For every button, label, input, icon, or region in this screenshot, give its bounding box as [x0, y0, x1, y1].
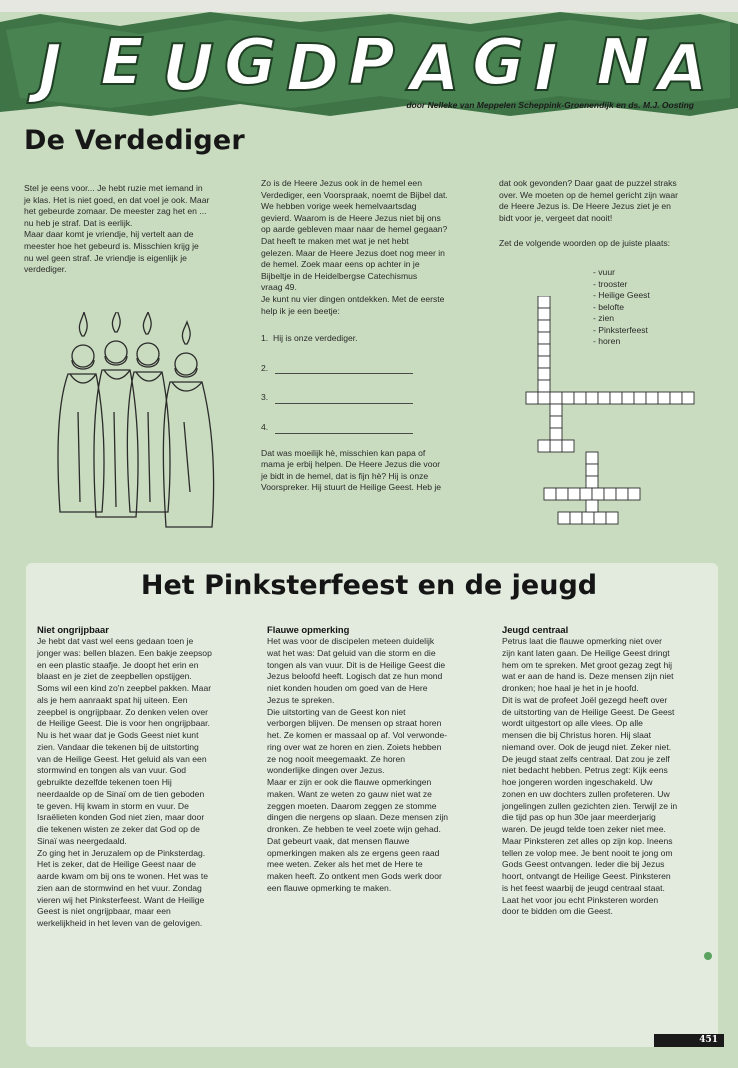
text-line: meester hoe het gebeurd is. Misschien krijg je: [24, 240, 199, 251]
text-line: nu wel geen straf. Je vriendje is eigenlijk je: [24, 252, 187, 263]
crossword-cell[interactable]: [594, 512, 606, 524]
column-heading: Niet ongrijpbaar: [37, 624, 109, 635]
text-line: mee weten. Zeker als het met de Here te: [267, 859, 423, 870]
text-line: is het feest waarbij de jeugd centraal staat.: [502, 882, 665, 893]
banner-letter: A: [410, 32, 460, 106]
crossword-cell[interactable]: [586, 500, 598, 512]
text-line: mensen die bij Christus horen. Hij slaat: [502, 730, 652, 740]
section2-column-2: [267, 624, 491, 895]
text-line: Israëlieten konden God niet zien, maar door: [37, 812, 205, 823]
text-line: je klas. Het is niet goed, en dat voel je ook. Maar: [24, 194, 210, 205]
crossword-cell[interactable]: [606, 512, 618, 524]
text-line: zien aan de stormwind en het vuur. Zondag: [37, 882, 202, 893]
banner-letter: J: [38, 32, 62, 106]
answer-text: Hij is onze verdediger.: [273, 333, 358, 344]
crossword-cell[interactable]: [538, 296, 550, 308]
puzzle-word: - horen: [593, 336, 621, 346]
text-line: Maar er zijn er ook die flauwe opmerkingen: [267, 777, 432, 787]
text-line: maken heeft. Zo ontkent men Gods werk door: [267, 871, 442, 881]
column-heading: Jeugd centraal: [502, 624, 569, 635]
text-line: De jeugd staat zelfs centraal. Dat zou je zelf: [502, 753, 670, 764]
text-line: dronken. Ze hebben te veel zoete wijn gehad.: [267, 824, 441, 834]
section2-column-3: [502, 624, 714, 918]
text-line: als je hem aanraakt spat hij uiteen. Een: [37, 694, 188, 705]
crossword-cell[interactable]: [682, 392, 694, 404]
byline: door Nelleke van Meppelen Scheppink-Groenendijk en ds. M.J. Oosting: [406, 100, 694, 110]
crossword-cell[interactable]: [526, 392, 538, 404]
banner-letter: G: [472, 26, 525, 100]
crossword-cell[interactable]: [622, 392, 634, 404]
puzzle-word: - zien: [593, 313, 615, 323]
text-line: zijn kant laten gaan. De Heilige Geest dringt: [502, 647, 670, 658]
text-line: hoort, ontvangt de Heilige Geest. Pinksteren: [502, 871, 671, 881]
top-margin: [0, 0, 738, 12]
text-line: een flauwe opmerking te maken.: [267, 882, 392, 893]
text-line: door te bidden om die Geest.: [502, 906, 613, 917]
text-line: van de Heilige Geest. Het geluid als van een: [37, 753, 207, 764]
text-line: Stel je eens voor... Je hebt ruzie met iemand in: [24, 183, 203, 193]
flame-icon: [79, 312, 190, 344]
text-line: Je hebt dat vast wel eens gedaan toen je: [37, 636, 194, 646]
jeugdpagina-banner: [0, 12, 738, 122]
text-line: niemand over. Ook de jeugd niet. Zeker niet.: [502, 741, 672, 752]
text-line: Petrus laat die flauwe opmerking niet over: [502, 636, 663, 646]
text-line: gevierd. Waarom is de Heere Jezus niet bij ons: [261, 212, 441, 223]
text-line: gelezen. Maar de Heere Jezus doet nog meer in: [261, 247, 445, 258]
section2-column-1: [37, 624, 259, 930]
text-line: niet konden houden om goed van de Here: [267, 683, 428, 693]
text-line: Jezus beloofd heeft. Logisch dat ze hun mond: [267, 671, 443, 682]
text-line: wordt uitgestort op alle vlees. Op alle: [502, 718, 643, 729]
answer-number: 3.: [261, 392, 269, 403]
crossword-cell[interactable]: [628, 488, 640, 500]
puzzle-word: - Pinksterfeest: [593, 324, 648, 335]
text-line: stormwind en tongen als van vuur. God: [37, 765, 187, 776]
answer-number: 4.: [261, 421, 269, 432]
puzzle-word: - belofte: [593, 301, 625, 312]
text-line: blaast en je ziet de zeepbellen opstijgen.: [37, 671, 192, 682]
text-line: Soms wil een kind zo'n zeepbel pakken. Maar: [37, 683, 212, 693]
crossword-cell[interactable]: [550, 440, 562, 452]
banner-letter: U: [162, 32, 214, 106]
text-line: jongelingen zullen gezichten zien. Terwijl ze in: [502, 800, 678, 811]
crossword-cell[interactable]: [586, 464, 598, 476]
answer-blank[interactable]: [275, 372, 413, 374]
answer-blank[interactable]: [275, 432, 413, 434]
banner-letter: P: [348, 26, 395, 100]
text-line: dronken; hoe haal je het in je hoofd.: [502, 683, 639, 693]
text-line: Bijbeltje in de Heidelbergse Catechismus: [261, 270, 418, 281]
text-line: wonderlijke dingen over Jezus.: [267, 765, 385, 776]
crossword-cell[interactable]: [562, 440, 574, 452]
text-line: zonen en uw dochters zullen profeteren. Uw: [502, 788, 670, 799]
crossword-cell[interactable]: [544, 488, 556, 500]
text-line: je bidt in de hemel, dat is fijn hè? Hij is onze: [261, 470, 429, 481]
text-line: help ik je een beetje:: [261, 305, 340, 316]
banner-letter: E: [100, 26, 144, 100]
text-line: Verdediger, een Voorspraak, noemt de Bijbel dat.: [261, 189, 448, 200]
text-line: dat ook gevonden? Daar gaat de puzzel straks: [499, 178, 677, 188]
text-line: ze nog nooit meegemaakt. Ze horen: [267, 753, 406, 764]
text-line: die tekenen wisten ze zeker dat God op de: [37, 824, 200, 834]
banner-letter: D: [286, 32, 340, 106]
text-line: op aarde gebleven maar naar de hemel gegaan?: [261, 224, 448, 235]
text-line: wat het was: Dat geluid van die storm en die: [267, 647, 436, 658]
text-line: werkelijkheid in het leven van de gelovigen.: [37, 918, 203, 928]
crossword-cell[interactable]: [538, 308, 550, 320]
crossword-cell[interactable]: [592, 488, 604, 500]
text-line: Maar daar komt je vriendje, hij vertelt aan de: [24, 229, 194, 240]
text-line: het. Ze komen er massaal op af. Vol verwonde-: [267, 730, 448, 740]
text-line: Zo is de Heere Jezus ook in de hemel een: [261, 178, 422, 188]
text-line: Zo ging het in Jeruzalem op de Pinksterdag.: [37, 847, 206, 858]
text-line: bidt voor je, vergeet dat nooit!: [499, 212, 613, 223]
text-line: jonger was: bellen blazen. Een bakje zeepsop: [37, 647, 212, 658]
text-line: de uitstorting van de Heilige Geest. De Geest: [502, 706, 675, 717]
text-line: Maar Pinksteren zet alles op zijn kop. Ineens: [502, 835, 673, 846]
answer-line-3[interactable]: [261, 392, 489, 404]
crossword-cell[interactable]: [538, 332, 550, 344]
crossword-grid[interactable]: [500, 296, 710, 526]
text-line: gebruikte dezelfde tekenen toen Hij: [37, 777, 172, 787]
text-line: Dat was moeilijk hè, misschien kan papa of: [261, 447, 426, 458]
text-line: Het was voor de discipelen meteen duidelijk: [267, 636, 435, 646]
crossword-cell[interactable]: [670, 392, 682, 404]
text-line: We hebben vorige week hemelvaartsdag: [261, 201, 417, 212]
text-line: de hemel. Zoek maar eens op achter in je: [261, 259, 420, 270]
banner-letter: N: [596, 26, 650, 100]
puzzle-instruction: Zet de volgende woorden op de juiste plaats:: [499, 238, 671, 249]
text-line: de Heere Jezus is. De Heere Jezus ziet je en: [499, 201, 671, 212]
answer-blank[interactable]: [275, 402, 413, 404]
text-line: Dat heeft te maken met wat je net hebt: [261, 235, 409, 246]
section-title-de-verdediger: De Verdediger: [24, 125, 245, 156]
crossword-cell[interactable]: [616, 488, 628, 500]
crossword-cell[interactable]: [538, 344, 550, 356]
text-line: Het is zeker, dat de Heilige Geest naar de: [37, 859, 197, 870]
section1-column-2: [261, 178, 489, 494]
text-line: zeepbel is ongrijpbaar. Zo denken velen over: [37, 706, 209, 717]
crossword-cell[interactable]: [550, 428, 562, 440]
section1-column-1: [24, 183, 246, 276]
crossword-cell[interactable]: [580, 488, 592, 500]
text-line: verdediger.: [24, 264, 67, 275]
text-line: Gods Geest ontvangen. Ieder die bij Jezus: [502, 859, 665, 870]
text-line: over. We moeten op de hemel gericht zijn waar: [499, 189, 678, 200]
text-line: Die uitstorting van de Geest kon niet: [267, 706, 406, 717]
text-line: Jezus te spreken.: [267, 694, 335, 705]
page-number: 451: [654, 1034, 724, 1047]
text-line: dingen die nergens op slaan. Deze mensen zijn: [267, 812, 449, 823]
section1-column-3: [499, 178, 711, 250]
answer-line-1: [261, 333, 489, 345]
section-title-pinksterfeest: Het Pinksterfeest en de jeugd: [140, 570, 598, 601]
crossword-cell[interactable]: [646, 392, 658, 404]
text-line: waren. De jeugd telde toen zeker niet mee.: [502, 824, 666, 834]
crossword-cell[interactable]: [550, 392, 562, 404]
crossword-cell[interactable]: [586, 392, 598, 404]
crossword-cell[interactable]: [574, 392, 586, 404]
banner-letter: A: [658, 32, 708, 106]
text-line: opmerkingen maken als ze ergens geen raad: [267, 847, 440, 858]
text-line: aarde kwam om bij ons te wonen. Het was te: [37, 871, 209, 881]
text-line: het gebeurde zomaar. De meester zag het en ...: [24, 206, 207, 217]
answer-line-2[interactable]: [261, 363, 489, 375]
crossword-cell[interactable]: [538, 380, 550, 392]
text-line: zien. Vandaar die tekenen bij de uitstorting: [37, 741, 199, 752]
crossword-cell[interactable]: [562, 392, 574, 404]
crossword-cell[interactable]: [538, 392, 550, 404]
end-mark-dot: [704, 952, 712, 960]
text-line: mama je erbij helpen. De Heere Jezus die voor: [261, 459, 441, 470]
text-line: Nu is het waar dat je Gods Geest niet kunt: [37, 730, 199, 740]
text-line: Je kunt nu vier dingen ontdekken. Met de eerste: [261, 293, 445, 304]
text-line: maken. Want ze weten zo gauw niet wat ze: [267, 788, 432, 799]
crossword-cell[interactable]: [550, 416, 562, 428]
crossword-cell[interactable]: [610, 392, 622, 404]
crossword-cell[interactable]: [550, 404, 562, 416]
crossword-cell[interactable]: [586, 452, 598, 464]
answer-number: 2.: [261, 362, 269, 373]
text-line: Dit is wat de profeet Joël gezegd heeft over: [502, 694, 668, 705]
text-line: tellen ze volop mee. Je bent nooit te jong om: [502, 847, 673, 858]
text-line: neerdaalde op de Sinaï om de tien geboden: [37, 788, 205, 799]
disciples-illustration: [44, 312, 234, 537]
crossword-cell[interactable]: [658, 392, 670, 404]
text-line: Geest is niet ongrijpbaar, maar een: [37, 906, 171, 917]
text-line: Laat het voor jou echt Pinksteren worden: [502, 894, 659, 905]
crossword-cell[interactable]: [570, 512, 582, 524]
crossword-cell[interactable]: [582, 512, 594, 524]
puzzle-word: - Heilige Geest: [593, 290, 650, 300]
text-line: die tijd pas op hun 30e jaar meerderjarig: [502, 812, 656, 823]
text-line: Dat gebeurt vaak, dat mensen flauwe: [267, 835, 410, 846]
banner-letter: G: [224, 26, 277, 100]
text-line: Sinaï was neergedaald.: [37, 835, 127, 846]
text-line: vieren wij het Pinksterfeest. Want de Heilige: [37, 894, 205, 905]
text-line: zeggen moeten. Daarom zeggen ze stomme: [267, 800, 437, 811]
answer-line-4[interactable]: [261, 422, 489, 434]
text-line: vraag 49.: [261, 282, 297, 293]
text-line: verborgen blijven. De mensen op straat horen: [267, 718, 442, 729]
text-line: ring over wat ze horen en zien. Zoiets hebben: [267, 741, 442, 752]
crossword-cell[interactable]: [538, 320, 550, 332]
answer-number: 1.: [261, 333, 269, 344]
crossword-cell[interactable]: [556, 488, 568, 500]
crossword-cell[interactable]: [568, 488, 580, 500]
banner-letter: I: [534, 32, 558, 106]
text-line: te geven. Hij kwam in storm en vuur. De: [37, 800, 189, 811]
crossword-cell[interactable]: [598, 392, 610, 404]
crossword-cell[interactable]: [538, 356, 550, 368]
text-line: tongen als van vuur. Dit is de Heilige Geest die: [267, 659, 446, 670]
crossword-cell[interactable]: [604, 488, 616, 500]
crossword-cell[interactable]: [538, 368, 550, 380]
crossword-cell[interactable]: [586, 476, 598, 488]
crossword-cell[interactable]: [538, 440, 550, 452]
text-line: hem om te spreken. Met groot gezag zegt hij: [502, 659, 673, 670]
text-line: niet bedacht hebben. Petrus zegt: Kijk eens: [502, 765, 668, 776]
column-heading: Flauwe opmerking: [267, 624, 350, 635]
text-line: nu heb je straf. Dat is eerlijk.: [24, 217, 133, 228]
puzzle-word: - trooster: [593, 278, 628, 289]
puzzle-word: - vuur: [593, 267, 615, 277]
text-line: de Heilige Geest. Die is voor hen ongrijpbaar.: [37, 718, 210, 729]
text-line: Voorspreker. Hij stuurt de Heilige Geest. Heb je: [261, 482, 442, 493]
text-line: hoe jongeren worden ingeschakeld. Uw: [502, 777, 653, 787]
text-line: wat er aan de hand is. Deze mensen zijn niet: [502, 671, 674, 682]
column-2-outro: [261, 448, 489, 494]
text-line: en een plastic staafje. Je doopt het erin en: [37, 659, 199, 670]
crossword-cell[interactable]: [634, 392, 646, 404]
crossword-cell[interactable]: [558, 512, 570, 524]
